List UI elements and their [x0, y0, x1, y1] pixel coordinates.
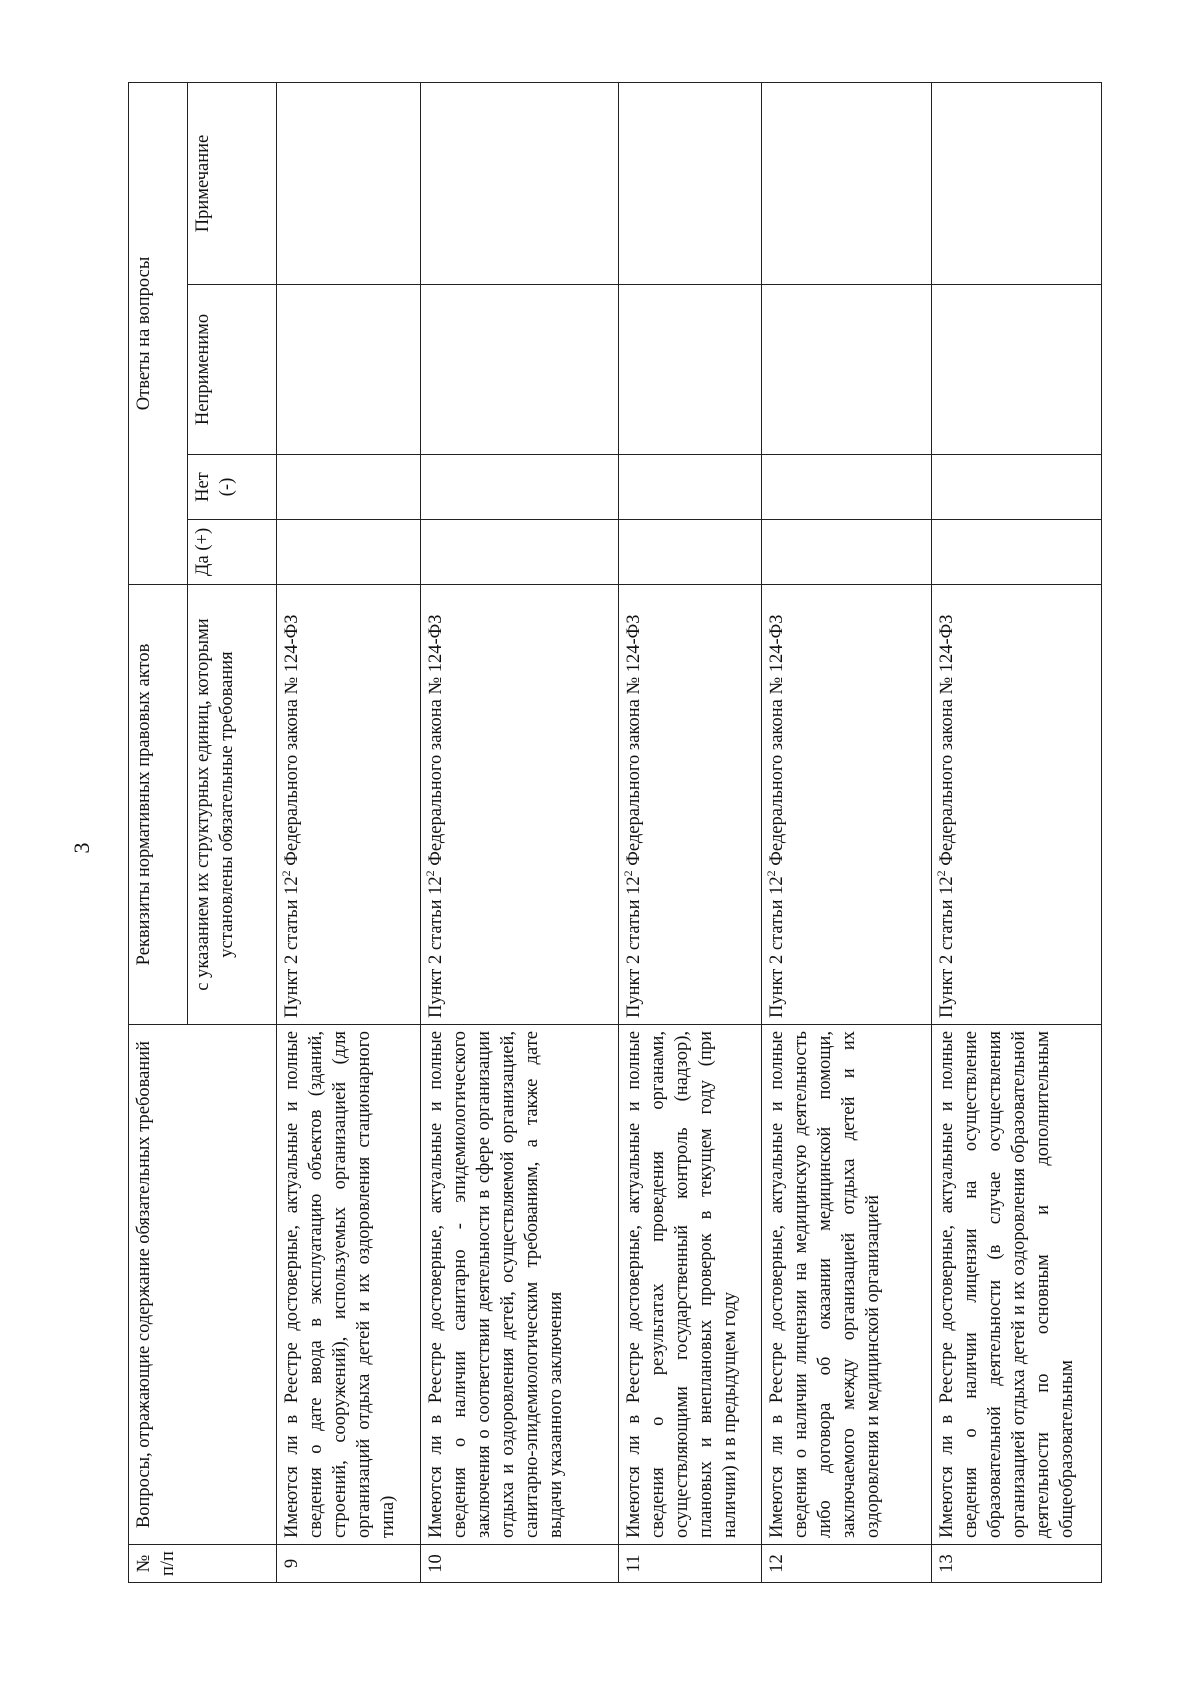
question-text: Имеются ли в Реестре достоверные, актуальные и полные сведения о дате ввода в эксплуатацию объектов (зданий, строений, сооружений), используемых организацией (для организаций отдыха детей и их оздоровления стационарного типа) — [277, 1025, 421, 1545]
header-requisites-sub: с указанием их структурных единиц, которыми установлены обязательные требования — [188, 585, 277, 1025]
requirements-table — [128, 82, 1102, 1583]
answer-na-cell — [932, 285, 1102, 455]
note-cell — [932, 82, 1102, 284]
answer-yes-cell — [421, 520, 619, 585]
answer-no-cell — [762, 455, 932, 520]
row-number: 9 — [277, 1545, 421, 1583]
answer-na-cell — [277, 285, 421, 455]
answer-no-cell — [421, 455, 619, 520]
requisite-tail: Федерального закона № 124-ФЗ — [426, 614, 446, 871]
header-note: Примечание — [188, 82, 277, 284]
table-header-row — [129, 82, 188, 1582]
answer-yes-cell — [932, 520, 1102, 585]
answer-yes-cell — [277, 520, 421, 585]
requisite-text — [762, 585, 932, 1025]
table-row — [421, 82, 619, 1582]
answer-no-cell — [277, 455, 421, 520]
requisite-text — [932, 585, 1102, 1025]
answer-na-cell — [762, 285, 932, 455]
table-row — [277, 82, 421, 1582]
question-text: Имеются ли в Реестре достоверные, актуальные и полные сведения о наличии лицензии на медицинскую деятельность либо договора об оказании медицинской помощи, заключаемого между организацией отдыха детей и их оздоровления и медицинской организацией — [762, 1025, 932, 1545]
answer-na-cell — [421, 285, 619, 455]
table-row — [932, 82, 1102, 1582]
requisite-tail: Федерального закона № 124-ФЗ — [624, 614, 644, 871]
requisite-text — [619, 585, 762, 1025]
requisite-superscript: 2 — [422, 870, 437, 877]
row-number: 10 — [421, 1545, 619, 1583]
answer-no-cell — [932, 455, 1102, 520]
requisite-tail: Федерального закона № 124-ФЗ — [937, 614, 957, 871]
rotated-table-container — [128, 83, 1088, 1583]
header-no: Нет (-) — [188, 455, 277, 520]
table-row — [762, 82, 932, 1582]
note-cell — [762, 82, 932, 284]
answer-yes-cell — [619, 520, 762, 585]
requisite-tail: Федерального закона № 124-ФЗ — [282, 614, 302, 871]
header-num: № п/п — [129, 1545, 277, 1583]
question-text-clipped: Имеются ли в Реестре достоверные, актуальные и полные сведения о наличии лицензии на осуществление образовательной деятельности (в случае осуществления организацией отдыха детей и их оздоровления образовательной деятельности по основным и дополнительным общеобразовательным — [937, 1031, 1077, 1538]
question-text — [932, 1025, 1102, 1545]
header-requisites: Реквизиты нормативных правовых актов — [129, 585, 188, 1025]
row-number: 11 — [619, 1545, 762, 1583]
question-text: Имеются ли в Реестре достоверные, актуальные и полные сведения о результатах проведения органами, осуществляющими государственный контроль (надзор), плановых и внеплановых проверок в текущем году (при наличии) и в предыдущем году — [619, 1025, 762, 1545]
answer-no-cell — [619, 455, 762, 520]
question-text: Имеются ли в Реестре достоверные, актуальные и полные сведения о наличии санитарно - эпидемиологического заключения о соответствии деятельности в сфере организации отдыха и оздоровления детей, осуществляемой организацией, санитарно-эпидемиологическим требованиям, а также дате выдачи указанного заключения — [421, 1025, 619, 1545]
requisite-superscript: 2 — [763, 870, 778, 877]
note-cell — [277, 82, 421, 284]
requisite-main: Пункт 2 статьи 12 — [937, 876, 957, 1018]
note-cell — [421, 82, 619, 284]
requisite-main: Пункт 2 статьи 12 — [624, 876, 644, 1018]
note-cell — [619, 82, 762, 284]
requisite-superscript: 2 — [620, 870, 635, 877]
page-number: 3 — [69, 842, 94, 854]
header-yes: Да (+) — [188, 520, 277, 585]
row-number: 13 — [932, 1545, 1102, 1583]
header-answers: Ответы на вопросы — [129, 82, 188, 584]
requisite-superscript: 2 — [933, 870, 948, 877]
table-row — [619, 82, 762, 1582]
requisite-main: Пункт 2 статьи 12 — [282, 876, 302, 1018]
header-questions: Вопросы, отражающие содержание обязательных требований — [129, 1025, 277, 1545]
header-na: Неприменимо — [188, 285, 277, 455]
requisite-main: Пункт 2 статьи 12 — [767, 876, 787, 1018]
requisite-superscript: 2 — [278, 870, 293, 877]
requisite-text — [277, 585, 421, 1025]
requisite-main: Пункт 2 статьи 12 — [426, 876, 446, 1018]
answer-na-cell — [619, 285, 762, 455]
answer-yes-cell — [762, 520, 932, 585]
requisite-tail: Федерального закона № 124-ФЗ — [767, 614, 787, 871]
row-number: 12 — [762, 1545, 932, 1583]
requisite-text — [421, 585, 619, 1025]
